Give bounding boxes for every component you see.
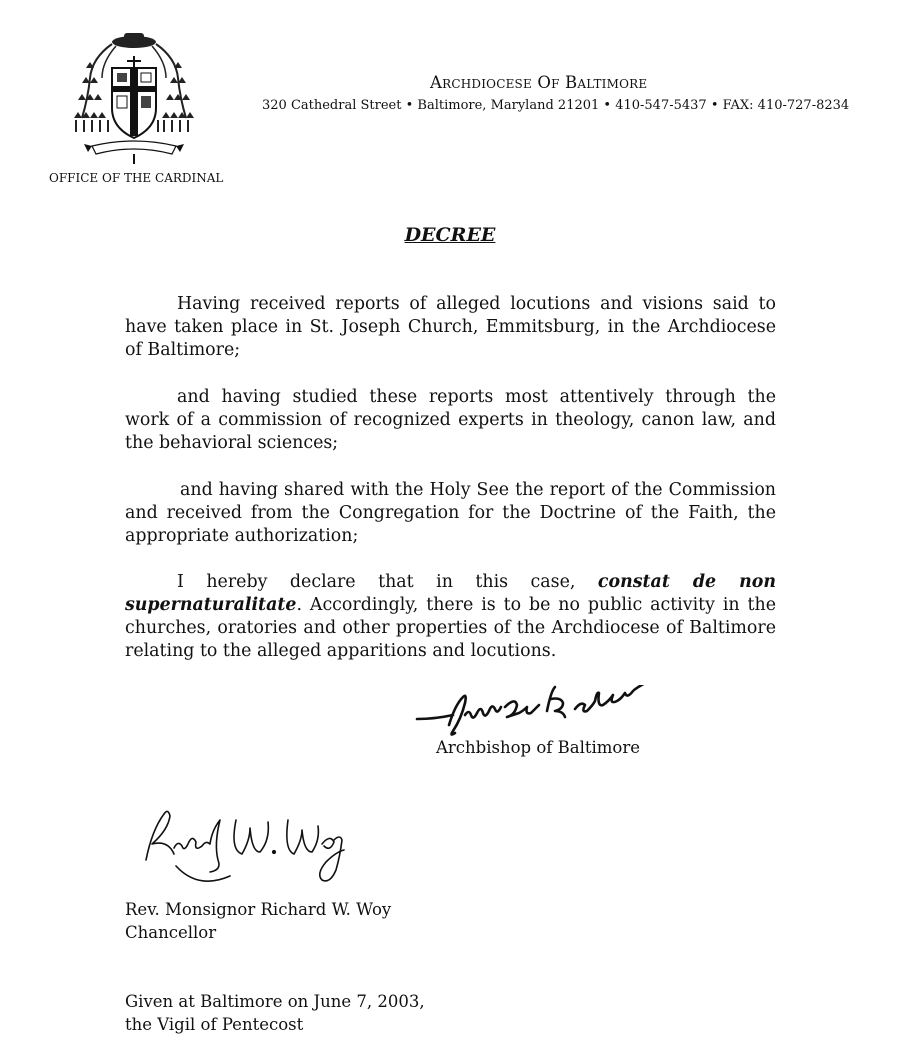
coat-of-arms-icon xyxy=(72,28,196,168)
paragraph-3: and having shared with the Holy See the report of the Commission and received from the Congregation for the Doctrine of the Faith, the appropriate authorization; xyxy=(125,480,776,546)
paragraph-2: and having studied these reports most attentively through the work of a commission of recognized experts in theology, canon law, and the behavioral sciences; xyxy=(125,387,776,453)
archbishop-title: Archbishop of Baltimore xyxy=(436,738,641,757)
organization-name: Archdiocese Of Baltimore xyxy=(430,73,648,92)
chancellor-block xyxy=(125,898,391,944)
declaration-text-start: I hereby declare that in this case, xyxy=(177,572,598,592)
vigil-line: the Vigil of Pentecost xyxy=(125,1015,304,1034)
office-label: OFFICE OF THE CARDINAL xyxy=(49,171,224,185)
declaration-paragraph xyxy=(125,571,776,663)
declaration-emphasis: constat de non supernaturalitate xyxy=(125,572,776,615)
chancellor-title: Chancellor xyxy=(125,923,217,942)
given-date-line: Given at Baltimore on June 7, 2003, xyxy=(125,992,425,1011)
given-block xyxy=(125,990,425,1036)
paragraph-1: Having received reports of alleged locutions and visions said to have taken place in St. Joseph Church, Emmitsburg, in the Archdiocese of Baltimore; xyxy=(125,294,776,360)
organization-address: 320 Cathedral Street • Baltimore, Maryland 21201 • 410-547-5437 • FAX: 410-727-8234 xyxy=(262,98,850,113)
archbishop-signature xyxy=(415,685,675,745)
document-title: DECREE xyxy=(404,224,496,246)
chancellor-signature xyxy=(138,800,368,900)
declaration-text-end: . Accordingly, there is to be no public activity in the churches, oratories and other properties of the Archdiocese of Baltimore relating to the alleged apparitions and locutions. xyxy=(125,595,776,661)
chancellor-name: Rev. Monsignor Richard W. Woy xyxy=(125,900,392,919)
